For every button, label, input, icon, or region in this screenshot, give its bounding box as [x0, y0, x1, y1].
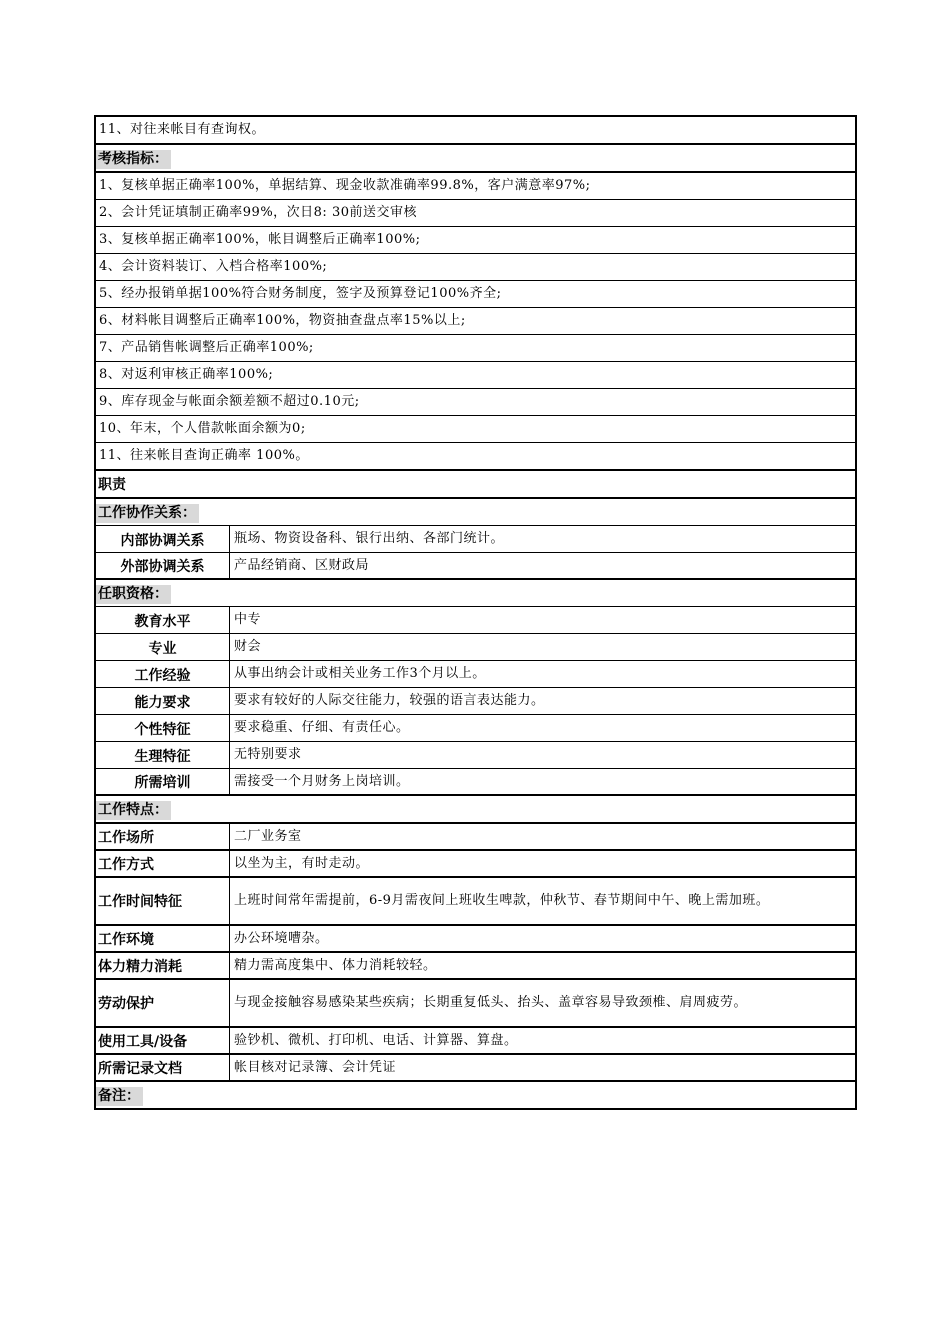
qualification-row	[96, 715, 855, 742]
relation-label: 外部协调关系	[96, 553, 230, 578]
qualification-row	[96, 769, 855, 796]
duty-header: 职责	[98, 477, 126, 493]
kpi-item-row	[96, 227, 855, 254]
kpi-item: 5、经办报销单据100%符合财务制度，签字及预算登记100%齐全;	[99, 286, 502, 301]
kpi-item-row	[96, 281, 855, 308]
kpi-item-row	[96, 173, 855, 200]
feature-label: 使用工具/设备	[96, 1028, 230, 1053]
qualification-value: 中专	[234, 612, 262, 627]
kpi-header: 考核指标：	[96, 150, 171, 169]
kpi-item: 4、会计资料装订、入档合格率100%;	[99, 259, 328, 274]
kpi-item: 3、复核单据正确率100%，帐目调整后正确率100%;	[99, 232, 421, 247]
kpi-item-row	[96, 200, 855, 227]
kpi-header-row	[96, 145, 855, 173]
kpi-item: 10、年末，个人借款帐面余额为0;	[99, 421, 306, 436]
qualification-label: 生理特征	[96, 742, 230, 768]
qualification-label: 工作经验	[96, 661, 230, 687]
qualification-value: 财会	[234, 639, 262, 654]
feature-row	[96, 1055, 855, 1082]
kpi-item-row	[96, 416, 855, 443]
qualification-label: 专业	[96, 634, 230, 660]
feature-row	[96, 926, 855, 953]
kpi-item-row	[96, 335, 855, 362]
kpi-item: 7、产品销售帐调整后正确率100%;	[99, 340, 314, 355]
relations-header: 工作协作关系：	[96, 504, 199, 523]
relation-label: 内部协调关系	[96, 526, 230, 552]
top-item-text: 11、对往来帐目有查询权。	[99, 122, 266, 137]
qualification-row	[96, 634, 855, 661]
relation-row	[96, 553, 855, 580]
kpi-item: 2、会计凭证填制正确率99%，次日8: 30前送交审核	[99, 205, 417, 220]
feature-label: 所需记录文档	[96, 1055, 230, 1080]
job-description-table	[94, 115, 857, 1110]
kpi-item: 9、库存现金与帐面余额差额不超过0.10元;	[99, 394, 360, 409]
feature-label: 工作时间特征	[96, 878, 230, 924]
relations-header-row	[96, 499, 855, 526]
feature-value: 以坐为主，有时走动。	[234, 855, 370, 871]
kpi-item: 6、材料帐目调整后正确率100%，物资抽查盘点率15%以上;	[99, 313, 466, 328]
features-header-row	[96, 796, 855, 824]
qualifications-header-row	[96, 580, 855, 607]
kpi-item: 1、复核单据正确率100%，单据结算、现金收款准确率99.8%，客户满意率97%;	[99, 178, 591, 193]
qualification-label: 教育水平	[96, 607, 230, 633]
kpi-item-row	[96, 443, 855, 471]
feature-value: 二厂业务室	[234, 828, 302, 844]
relation-row	[96, 526, 855, 553]
feature-row	[96, 851, 855, 878]
relation-value: 产品经销商、区财政局	[234, 557, 370, 573]
feature-label: 工作场所	[96, 824, 230, 849]
feature-value: 与现金接触容易感染某些疾病；长期重复低头、抬头、盖章容易导致颈椎、肩周疲劳。	[234, 995, 748, 1010]
qualification-row	[96, 661, 855, 688]
feature-value: 办公环境嘈杂。	[234, 930, 329, 946]
feature-row	[96, 878, 855, 926]
qualification-value: 无特别要求	[234, 747, 302, 762]
features-header: 工作特点：	[96, 801, 171, 820]
duty-header-row	[96, 471, 855, 499]
feature-label: 工作环境	[96, 926, 230, 951]
feature-value: 帐目核对记录簿、会计凭证	[234, 1059, 397, 1075]
qualification-label: 个性特征	[96, 715, 230, 741]
qualification-value: 要求稳重、仔细、有责任心。	[234, 720, 410, 735]
feature-label: 劳动保护	[96, 980, 230, 1026]
qualification-value: 要求有较好的人际交往能力，较强的语言表达能力。	[234, 693, 545, 708]
relation-value: 瓶场、物资设备科、银行出纳、各部门统计。	[234, 531, 505, 546]
feature-value: 上班时间常年需提前，6-9月需夜间上班收生啤款，仲秋节、春节期间中午、晚上需加班。	[234, 893, 770, 908]
qualification-value: 从事出纳会计或相关业务工作3个月以上。	[234, 666, 486, 681]
qualification-row	[96, 742, 855, 769]
kpi-item: 8、对返利审核正确率100%;	[99, 367, 274, 382]
feature-label: 体力精力消耗	[96, 953, 230, 978]
feature-row	[96, 824, 855, 851]
feature-value: 精力需高度集中、体力消耗较轻。	[234, 957, 437, 973]
qualification-row	[96, 607, 855, 634]
notes-header-row	[96, 1082, 855, 1108]
feature-row	[96, 980, 855, 1028]
qualification-label: 能力要求	[96, 688, 230, 714]
qualification-label: 所需培训	[96, 769, 230, 794]
qualification-row	[96, 688, 855, 715]
feature-row	[96, 953, 855, 980]
kpi-item-row	[96, 254, 855, 281]
qualification-value: 需接受一个月财务上岗培训。	[234, 773, 410, 789]
notes-header: 备注：	[96, 1087, 143, 1106]
feature-value: 验钞机、微机、打印机、电话、计算器、算盘。	[234, 1032, 518, 1048]
feature-row	[96, 1028, 855, 1055]
feature-label: 工作方式	[96, 851, 230, 876]
kpi-item-row	[96, 362, 855, 389]
kpi-item: 11、往来帐目查询正确率 100%。	[99, 448, 309, 463]
top-item-row	[96, 117, 855, 145]
qualifications-header: 任职资格：	[96, 585, 171, 604]
kpi-item-row	[96, 389, 855, 416]
kpi-item-row	[96, 308, 855, 335]
